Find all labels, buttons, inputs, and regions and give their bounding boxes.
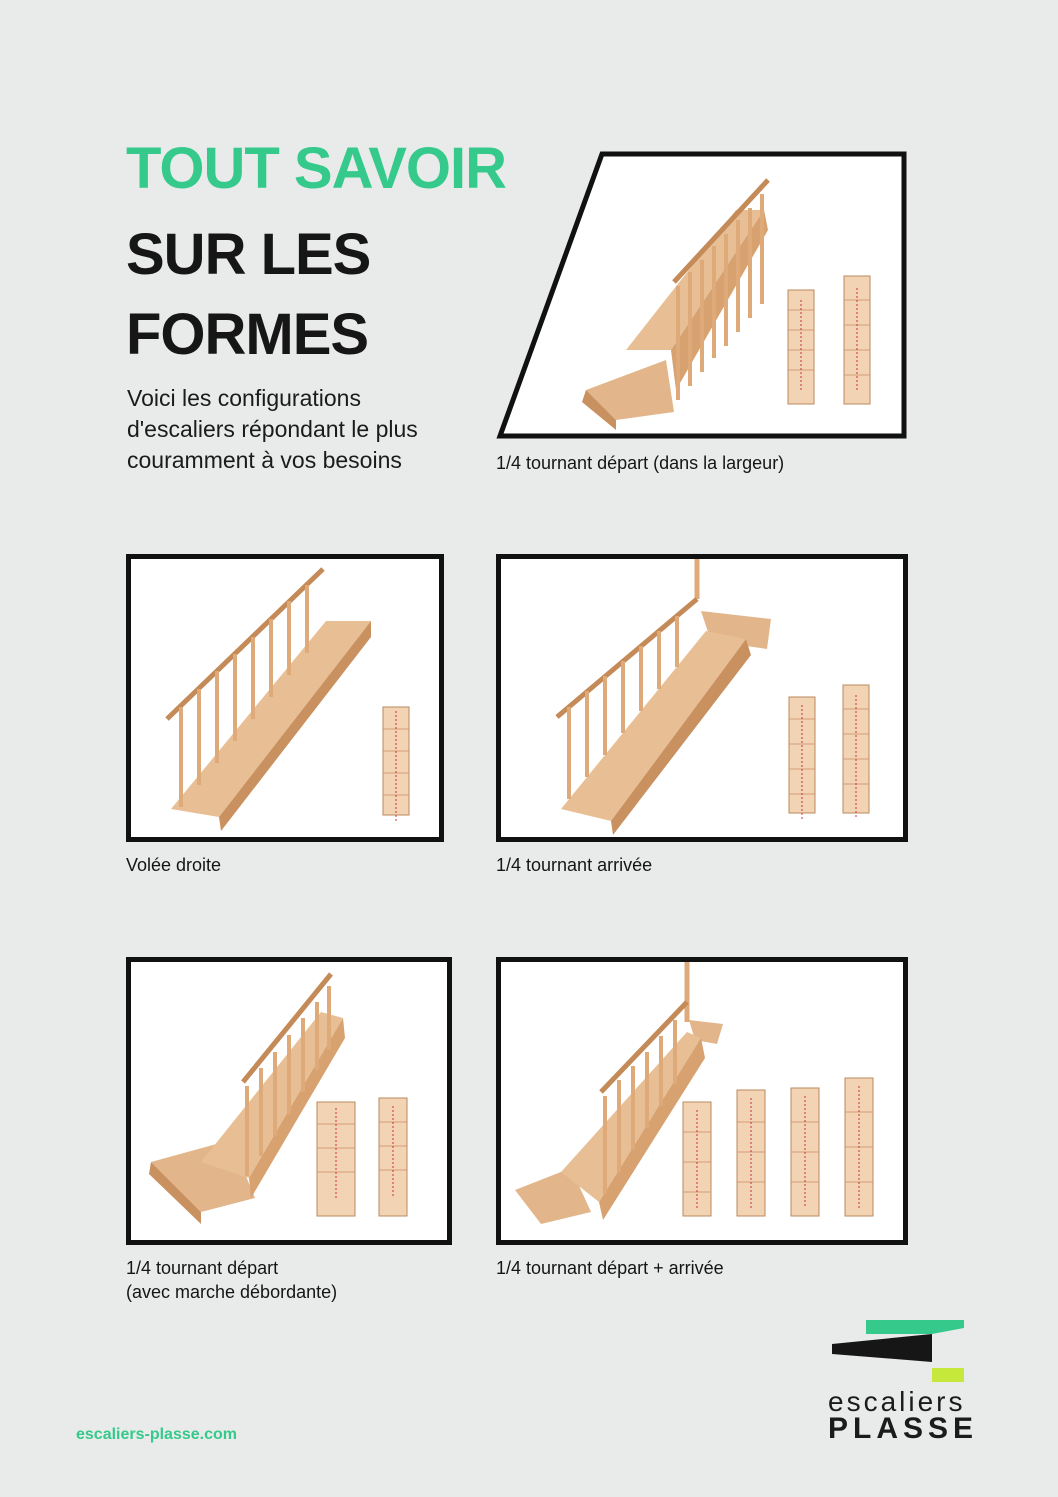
intro-text: Voici les configurations d'escaliers répondant le plus couramment à vos besoins bbox=[127, 385, 418, 473]
floor-plan-diagram bbox=[383, 707, 409, 821]
caption-quarter-turn-start-overhang: 1/4 tournant départ (avec marche débordante) bbox=[126, 1258, 338, 1302]
illustration-quarter-turn-start-overhang bbox=[126, 957, 452, 1245]
brand-name-line-1: escaliers bbox=[828, 1386, 966, 1417]
staircase-render bbox=[557, 559, 771, 835]
title-line-1: TOUT SAVOIR bbox=[126, 136, 506, 201]
illustration-quarter-turn-start-arrival bbox=[496, 957, 908, 1245]
caption-straight-flight: Volée droite bbox=[126, 855, 222, 875]
caption-quarter-turn-start-arrival: 1/4 tournant départ + arrivée bbox=[496, 1258, 724, 1278]
title-line-2: SUR LES bbox=[126, 222, 371, 287]
illustration-straight-flight bbox=[126, 554, 444, 842]
staircase-render bbox=[149, 974, 345, 1224]
title-line-3: FORMES bbox=[126, 302, 369, 367]
caption-quarter-turn-arrival: 1/4 tournant arrivée bbox=[496, 855, 653, 875]
floor-plan-diagrams bbox=[789, 685, 869, 819]
floor-plan-diagrams bbox=[683, 1078, 873, 1216]
website-link[interactable]: escaliers-plasse.com bbox=[76, 1426, 237, 1443]
staircase-render bbox=[167, 569, 371, 831]
caption-quarter-turn-start-width: 1/4 tournant départ (dans la largeur) bbox=[496, 453, 785, 473]
brand-logo-mark bbox=[828, 1316, 968, 1386]
brand-name-line-2: PLASSE bbox=[828, 1412, 979, 1445]
illustration-quarter-turn-arrival bbox=[496, 554, 908, 842]
floor-plan-diagrams bbox=[317, 1098, 407, 1216]
illustration-quarter-turn-start-width bbox=[496, 150, 908, 440]
